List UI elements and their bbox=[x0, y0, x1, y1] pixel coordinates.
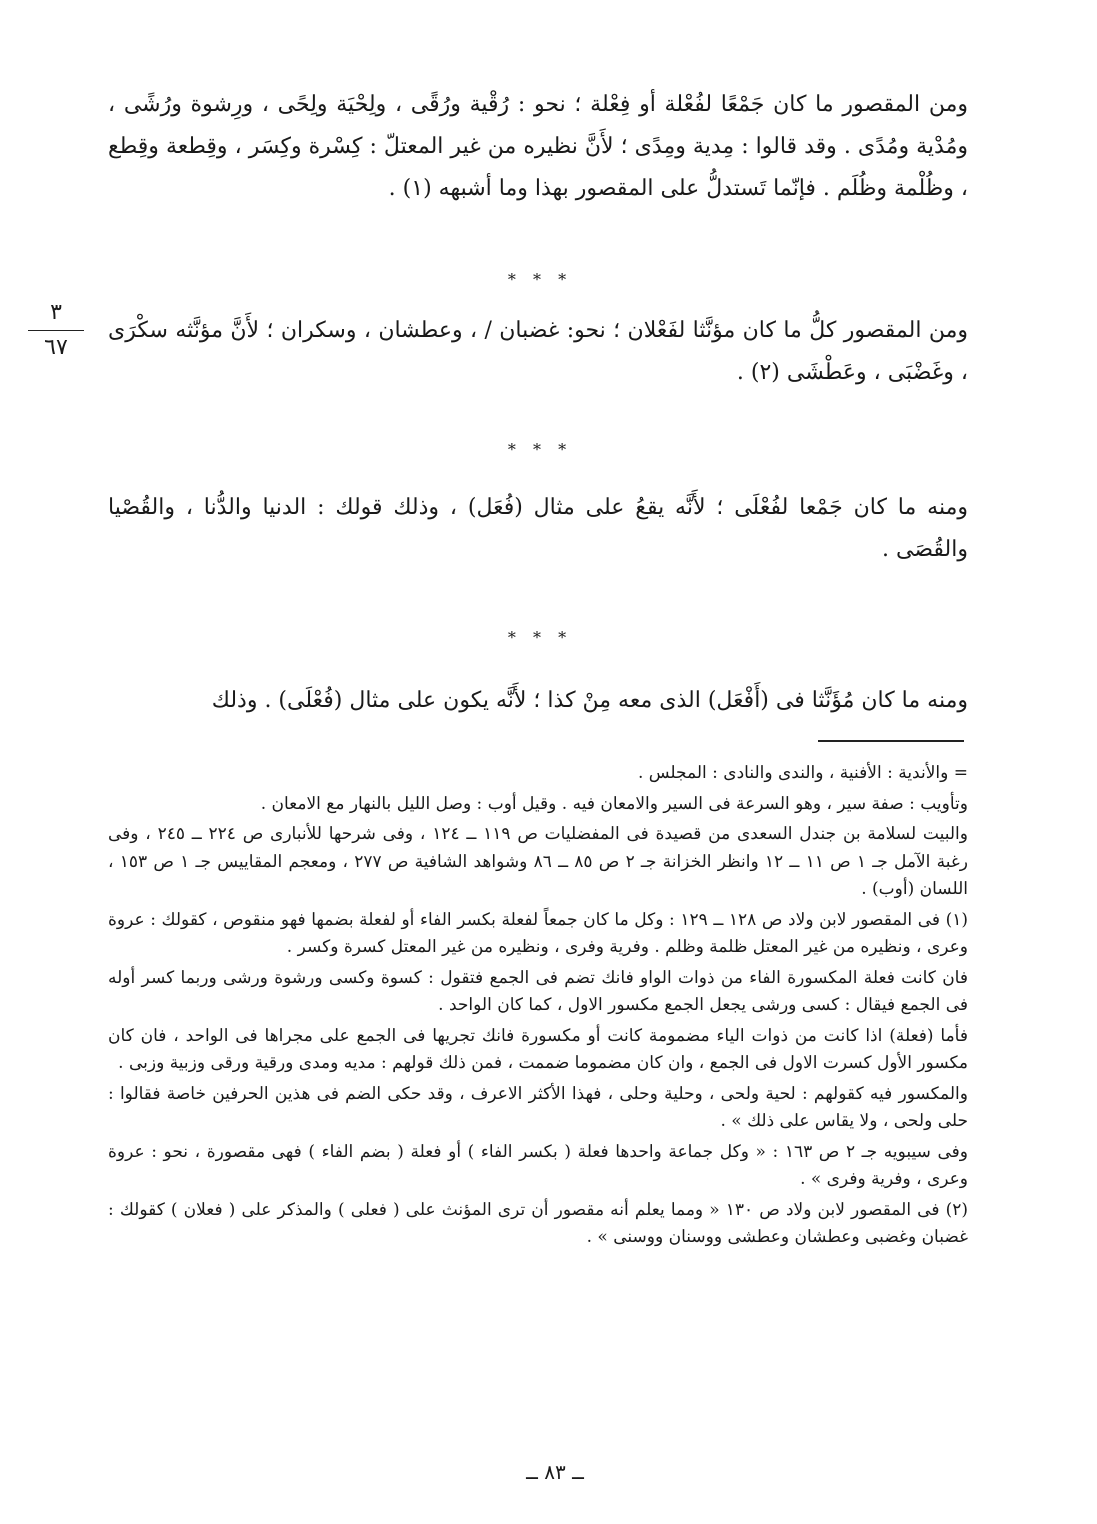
margin-ref-bottom: ٦٧ bbox=[44, 335, 68, 360]
page-number: ــ ٨٣ ــ bbox=[526, 1460, 584, 1484]
section-separator-2: * * * bbox=[507, 440, 573, 459]
margin-ref-divider bbox=[28, 330, 84, 331]
footnote-continued-line: = والأندية : الأفنية ، والندى والنادى : المجلس . bbox=[637, 763, 968, 783]
footnote-1-paragraph: والمكسور فيه كقولهم : لحية ولحى ، وحلية وحلى ، فهذا الأكثر الاعرف ، وقد حكى الضم فى هذين الحرفين خاصة فقالوا : حلى ولحى ، ولا يقاس على ذلك » . bbox=[108, 1083, 968, 1131]
footnotes bbox=[108, 760, 968, 1255]
main-paragraph-4: ومنه ما كان مُؤَنَّثا فى (أَفْعَل) الذى معه مِنْ كذا ؛ لأَنَّه يكون على مثال (فُعْلَى) . وذلك bbox=[211, 688, 968, 713]
margin-page-reference bbox=[28, 300, 84, 361]
main-paragraph-3: ومنه ما كان جَمْعا لفُعْلَى ؛ لأَنَّه يقعُ على مثال (فُعَل) ، وذلك قولك : الدنيا والدُّنا ، والقُصْيا والقُصَى . bbox=[108, 495, 968, 562]
section-separator-3: * * * bbox=[507, 628, 573, 647]
section-separator-1: * * * bbox=[507, 270, 573, 289]
footnote-1-paragraph: فان كانت فعلة المكسورة الفاء من ذوات الواو فانك تضم فى الجمع فتقول : كسوة وكسى ورشوة ورشى وربما كسر أوله فى الجمع فيقال : كسى ورشى يجعل الجمع مكسور الاول ، كما كان الواحد . bbox=[108, 967, 968, 1015]
footnote-2: (٢) فى المقصور لابن ولاد ص ١٣٠ « ومما يعلم أنه مقصور أن ترى المؤنث على ( فعلى ) والمذكر على ( فعلان ) كقولك : غضبان وغضبى وعطشان وعطشى ووسنان ووسنى » . bbox=[108, 1199, 968, 1247]
footnote-1: (١) فى المقصور لابن ولاد ص ١٢٨ ــ ١٢٩ : وكل ما كان جمعاً لفعلة بكسر الفاء أو لفعلة بضمها فهو منقوص ، كقولك : عروة وعرى ، ونظيره من غير المعتل ظلمة وظلم . وفرية وفرى ، ونظيره من غير المعتل كسرة وكسر . bbox=[108, 909, 968, 957]
footnote-continued-line: وتأويب : صفة سير ، وهو السرعة فى السير والامعان فيه . وقيل أوب : وصل الليل بالنهار مع الامعان . bbox=[260, 793, 968, 814]
main-paragraph-1: ومن المقصور ما كان جَمْعًا لفُعْلة أو فِعْلة ؛ نحو : رُقْية ورُقًى ، ولِحْيَة ولِحًى ، ورِشوة ورُشًى ، ومُدْية ومُدًى . وقد قالوا : مِدية ومِدًى ؛ لأَنَّ نظيره من غير المعتلّ : كِسْرة وكِسَر ، وقِطعة وقِطع ، وظُلْمة وظُلَم . فإنّما تَستدلُّ على المقصور بهذا وما أشبهه (١) . bbox=[108, 92, 968, 201]
footnote-separator-rule bbox=[818, 740, 964, 742]
footnote-continued-line: والبيت لسلامة بن جندل السعدى من قصيدة فى المفضليات ص ١١٩ ــ ١٢٤ ، وفى شرحها للأنبارى ص ٢٢٤ ــ ٢٤٥ ، وفى رغبة الآمل جـ ١ ص ١١ ــ ١٢ وانظر الخزانة جـ ٢ ص ٨٥ ــ ٨٦ وشواهد الشافية ص ٢٧٧ ، ومعجم المقاييس جـ ١ ص ١٥٣ ، اللسان (أوب) . bbox=[108, 824, 968, 899]
footnote-1-paragraph: فأما (فعلة) اذا كانت من ذوات الياء مضمومة كانت أو مكسورة فانك تجريها فى الجمع على مجراها فى الواحد ، فان كان مكسور الأول كسرت الاول فى الجمع ، وان كان مضموما ضممت ، فمن ذلك قولهم : مديه ومدى ورقية ورقى وزبية وزبى . bbox=[108, 1025, 968, 1073]
footnote-1-paragraph: وفى سيبويه جـ ٢ ص ١٦٣ : « وكل جماعة واحدها فعلة ( بكسر الفاء ) أو فعلة ( بضم الفاء ) فهى مقصورة ، نحو : عروة وعرى ، وفرية وفرى » . bbox=[108, 1141, 968, 1189]
margin-ref-top: ٣ bbox=[50, 300, 62, 325]
main-paragraph-2: ومن المقصور كلُّ ما كان مؤنَّثا لفَعْلان ؛ نحو: غضبان / ، وعطشان ، وسكران ؛ لأَنَّ مؤنَّثه سكْرَى ، وغَضْبَى ، وعَطْشَى (٢) . bbox=[108, 318, 968, 385]
